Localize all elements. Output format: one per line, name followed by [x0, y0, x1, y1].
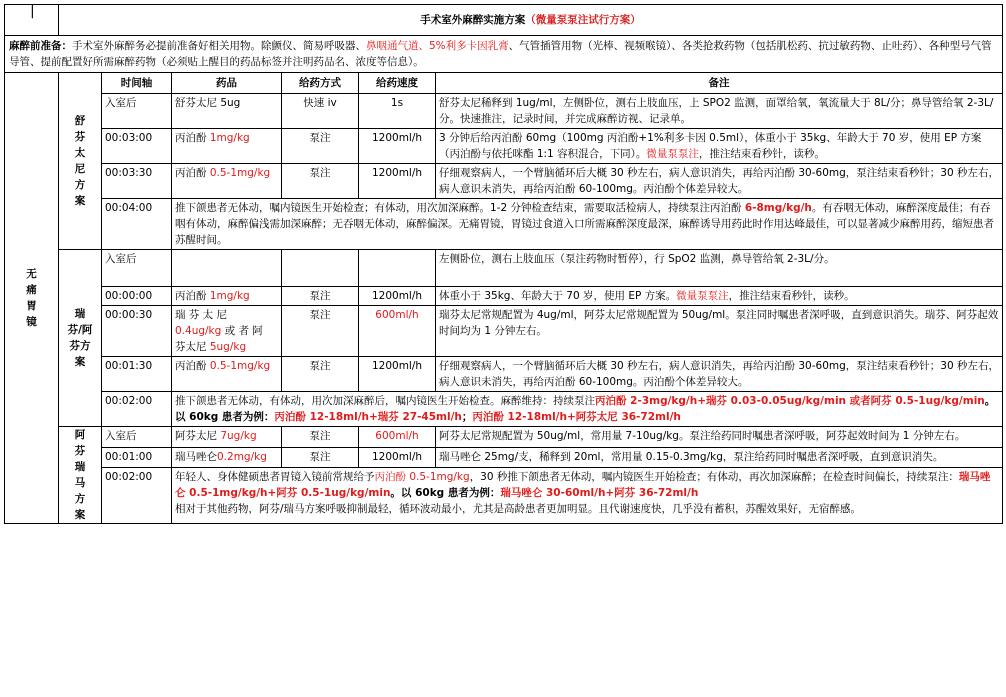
- corner-mark: |: [30, 3, 35, 19]
- scheme-remifentanil-label: 瑞 芬/阿 芬方 案: [59, 250, 102, 427]
- speed-cell: 1200ml/h: [359, 357, 436, 392]
- table-row: [5, 250, 1003, 287]
- header-speed: 给药速度: [359, 73, 436, 94]
- time-cell: 00:03:30: [102, 164, 172, 199]
- scheme-sufentanil-label: 舒 芬 太 尼 方 案: [59, 73, 102, 250]
- table-row: [5, 199, 1003, 250]
- table-row: [5, 392, 1003, 427]
- route-cell: 泵注: [282, 164, 359, 199]
- drug-cell: 丙泊酚 1mg/kg: [172, 287, 282, 306]
- header-drug: 药品: [172, 73, 282, 94]
- route-cell: 泵注: [282, 287, 359, 306]
- note-cell: 左侧卧位，测右上肢血压（泵注药物时暂停），行 SpO2 监测，鼻导管给氧 2-3L/分。: [436, 250, 1003, 287]
- note-cell: 瑞马唑仑 25mg/支，稀释到 20ml，常用量 0.15-0.3mg/kg，泵注给药同时嘱患者深呼吸，直到意识消失。: [436, 447, 1003, 468]
- speed-cell: 1200ml/h: [359, 447, 436, 468]
- drug-cell: 瑞马唑仑0.2mg/kg: [172, 447, 282, 468]
- table-row: [5, 164, 1003, 199]
- note-cell: 舒芬太尼稀释到 1ug/ml，左侧卧位，测右上肢血压，上 SPO2 监测，面罩给氧，氧流量大于 8L/分；鼻导管给氧 2-3L/分。快速推注，记录时间，并完成麻醉访视、记录单。: [436, 94, 1003, 129]
- drug-cell: 舒芬太尼 5ug: [172, 94, 282, 129]
- table-row: [5, 447, 1003, 468]
- table-row: [5, 129, 1003, 164]
- time-cell: 00:01:00: [102, 447, 172, 468]
- title-left-blank: [5, 5, 59, 36]
- time-cell: 00:02:00: [102, 468, 172, 524]
- plan-table: [4, 4, 1003, 524]
- drug-cell: 阿芬太尼 7ug/kg: [172, 427, 282, 448]
- note-cell: 瑞芬太尼常规配置为 4ug/ml，阿芬太尼常规配置为 50ug/ml。泵注同时嘱患者深呼吸，直到意识消失。瑞芬、阿芬起效时间均为 1 分钟左右。: [436, 306, 1003, 357]
- speed-cell: 1200ml/h: [359, 287, 436, 306]
- time-cell: 入室后: [102, 94, 172, 129]
- scheme-alfentanil-remimazolam-label: 阿 芬 瑞 马 方 案: [59, 427, 102, 524]
- route-cell: 泵注: [282, 129, 359, 164]
- route-cell: 泵注: [282, 357, 359, 392]
- note-cell: 年轻人、身体健硕患者胃镜入镜前常规给予丙泊酚 0.5-1mg/kg，30 秒推下颌患者无体动，嘱内镜医生开始检查；有体动，再次加深麻醉；在检查时间偏长，持续泵注：瑞马唑仑 0.5-1mg/kg/h+阿芬 0.5-1ug/kg/min。以 60kg 患者为例：瑞马唑仑 30-60ml/h+阿芬 36-72ml/h 相对于其他药物，阿芬/瑞马方案呼吸抑制最轻，循环波动最小，尤其是高龄患者更加明显。且代谢速度快，几乎没有蓄积，苏醒效果好，无宿醉感。: [172, 468, 1003, 524]
- time-cell: 00:01:30: [102, 357, 172, 392]
- note-cell: 仔细观察病人，一个臂脑循环后大概 30 秒左右，病人意识消失，再给丙泊酚 30-60mg，泵注结束看秒针；30 秒左右，病人意识未消失，再给丙泊酚 60-100mg。丙泊酚个体差异较大。: [436, 164, 1003, 199]
- speed-cell: [359, 250, 436, 287]
- speed-cell: 1200ml/h: [359, 164, 436, 199]
- note-cell: 仔细观察病人，一个臂脑循环后大概 30 秒左右，病人意识消失，再给丙泊酚 30-60mg，泵注结束看秒针；30 秒左右，病人意识未消失，再给丙泊酚 60-100mg。丙泊酚个体差异较大。: [436, 357, 1003, 392]
- note-cell: 体重小于 35kg、年龄大于 70 岁，使用 EP 方案。微量泵泵注，推注结束看秒针，读秒。: [436, 287, 1003, 306]
- table-row: [5, 94, 1003, 129]
- document: [4, 4, 1002, 524]
- time-cell: 入室后: [102, 250, 172, 287]
- speed-cell: 600ml/h: [359, 427, 436, 448]
- header-time: 时间轴: [102, 73, 172, 94]
- page-title: 手术室外麻醉实施方案（微量泵泵注试行方案）: [59, 5, 1003, 36]
- route-cell: 快速 iv: [282, 94, 359, 129]
- drug-cell: 丙泊酚 0.5-1mg/kg: [172, 164, 282, 199]
- time-cell: 00:00:30: [102, 306, 172, 357]
- header-route: 给药方式: [282, 73, 359, 94]
- route-cell: 泵注: [282, 306, 359, 357]
- route-cell: [282, 250, 359, 287]
- note-cell: 推下颌患者无体动，有体动，用次加深麻醉后，嘱内镜医生开始检查。麻醉维持：持续泵注丙泊酚 2-3mg/kg/h+瑞芬 0.03-0.05ug/kg/min 或者阿芬 0.5-1ug/kg/min。以 60kg 患者为例：丙泊酚 12-18ml/h+瑞芬 27-45ml/h；丙泊酚 12-18ml/h+阿芬太尼 36-72ml/h: [172, 392, 1003, 427]
- table-row: [5, 306, 1003, 357]
- note-cell: 推下颌患者无体动，嘱内镜医生开始检查；有体动，用次加深麻醉。1-2 分钟检查结束，需要取活检病人，持续泵注丙泊酚 6-8mg/kg/h。有吞咽无体动，麻醉深度最佳；有吞咽有体动，麻醉偏浅需加深麻醉；无吞咽无体动，麻醉偏深。无痛胃镜，胃镜过食道入口所需麻醉深度最深，麻醉诱导用药此时作用达峰最佳，可以显著减少麻醉用药，缩短患者苏醒时间。: [172, 199, 1003, 250]
- speed-cell: 1s: [359, 94, 436, 129]
- speed-cell: 600ml/h: [359, 306, 436, 357]
- table-row: [5, 468, 1003, 524]
- table-row: [5, 357, 1003, 392]
- table-row: [5, 427, 1003, 448]
- route-cell: 泵注: [282, 447, 359, 468]
- drug-cell: [172, 250, 282, 287]
- drug-cell: 丙泊酚 0.5-1mg/kg: [172, 357, 282, 392]
- note-cell: 阿芬太尼常规配置为 50ug/ml，常用量 7-10ug/kg。泵注给药同时嘱患者深呼吸，阿芬起效时间为 1 分钟左右。: [436, 427, 1003, 448]
- drug-cell: 丙泊酚 1mg/kg: [172, 129, 282, 164]
- prep-note: 麻醉前准备：手术室外麻醉务必提前准备好相关用物。除颤仪、简易呼吸器、鼻咽通气道、5%利多卡因乳膏、气管插管用物（光棒、视频喉镜）、各类抢救药物（包括肌松药、抗过敏药物、止吐药）、各种型号气管导管、提前配置好所需麻醉药物（必须贴上醒目的药品标签并注明药品名、浓度等信息）。: [5, 36, 1003, 73]
- route-cell: 泵注: [282, 427, 359, 448]
- main-procedure-label: 无 痛 胃 镜: [5, 73, 59, 524]
- header-note: 备注: [436, 73, 1003, 94]
- note-cell: 3 分钟后给丙泊酚 60mg（100mg 丙泊酚+1%利多卡因 0.5ml），体重小于 35kg、年龄大于 70 岁，使用 EP 方案（丙泊酚与依托咪酯 1:1 容积混合，下同）。微量泵泵注，推注结束看秒针，读秒。: [436, 129, 1003, 164]
- time-cell: 00:03:00: [102, 129, 172, 164]
- drug-cell: 瑞 芬 太 尼 0.4ug/kg 或 者 阿 芬太尼 5ug/kg: [172, 306, 282, 357]
- time-cell: 00:04:00: [102, 199, 172, 250]
- speed-cell: 1200ml/h: [359, 129, 436, 164]
- time-cell: 入室后: [102, 427, 172, 448]
- table-row: [5, 287, 1003, 306]
- time-cell: 00:02:00: [102, 392, 172, 427]
- time-cell: 00:00:00: [102, 287, 172, 306]
